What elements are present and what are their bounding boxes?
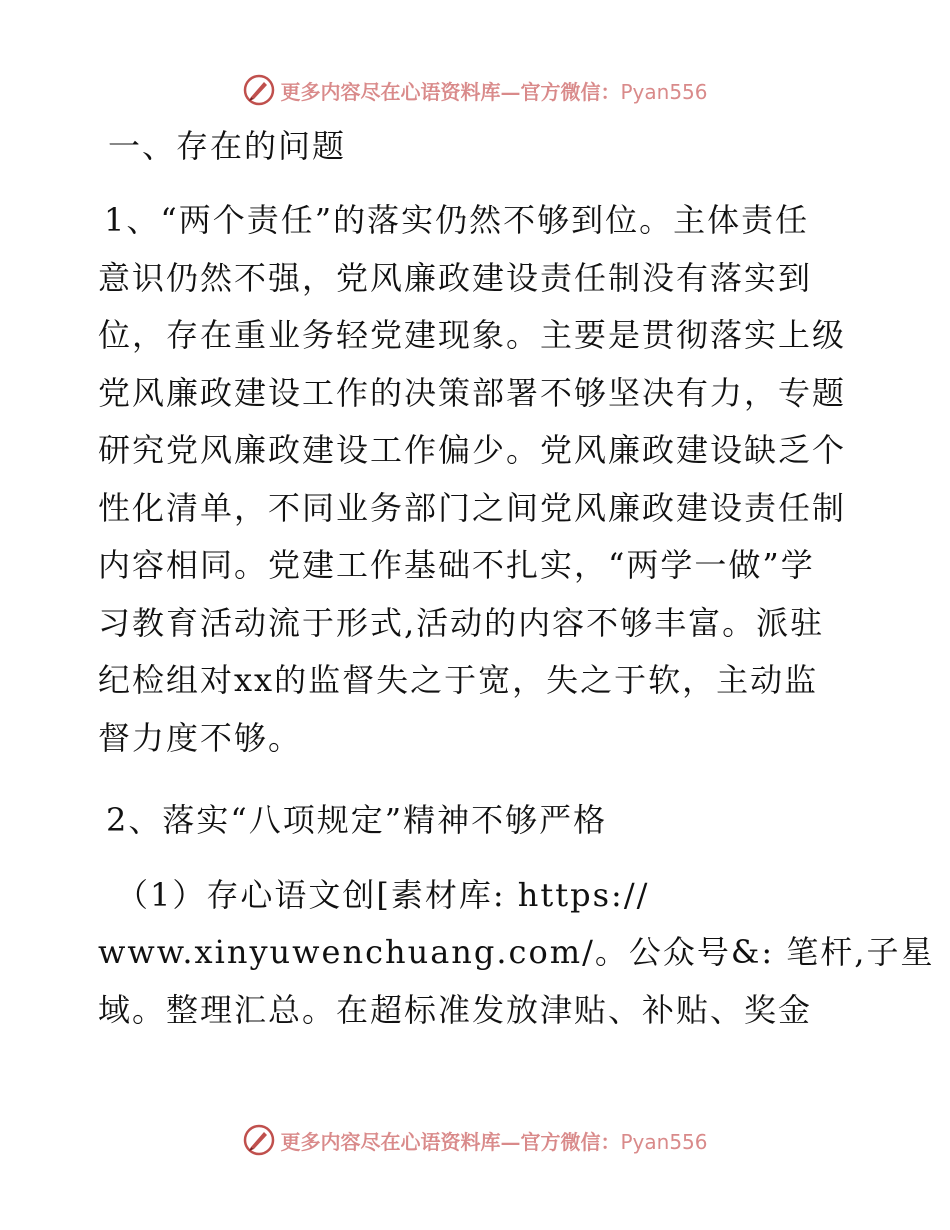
paragraph-line: 性化清单，不同业务部门之间党风廉政建设责任制 bbox=[98, 489, 847, 527]
footer-watermark bbox=[0, 1120, 950, 1160]
paragraph-line: 1、“两个责任”的落实仍然不够到位。主体责任 bbox=[104, 201, 810, 239]
paragraph-line: 域。整理汇总。在超标准发放津贴、补贴、奖金 bbox=[98, 991, 813, 1029]
paragraph-line: （1）存心语文创[素材库: https:// bbox=[116, 876, 650, 914]
paragraph-line: 研究党风廉政建设工作偏少。党风廉政建设缺乏个 bbox=[98, 431, 847, 469]
section-heading: 一、存在的问题 bbox=[108, 127, 347, 165]
paragraph-line: 纪检组对xx的监督失之于宽，失之于软，主动监 bbox=[98, 661, 819, 699]
subsection-heading: 2、落实“八项规定”精神不够严格 bbox=[106, 801, 608, 839]
paragraph-line: 位，存在重业务轻党建现象。主要是贯彻落实上级 bbox=[98, 316, 847, 354]
paragraph-line: 意识仍然不强，党风廉政建设责任制没有落实到 bbox=[98, 259, 813, 297]
paragraph-line: www.xinyuwenchuang.com/。公众号&: 笔杆,子星 bbox=[98, 933, 935, 971]
paragraph-line: 党风廉政建设工作的决策部署不够坚决有力，专题 bbox=[98, 374, 847, 412]
paragraph-line: 内容相同。党建工作基础不扎实，“两学一做”学 bbox=[98, 546, 815, 584]
paragraph-line: 督力度不够。 bbox=[98, 719, 303, 757]
watermark-text: 更多内容尽在心语资料库—官方微信：Pyan556 bbox=[280, 79, 708, 104]
watermark-text: 更多内容尽在心语资料库—官方微信：Pyan556 bbox=[280, 1129, 708, 1154]
quill-logo-icon bbox=[242, 1123, 276, 1157]
paragraph-line: 习教育活动流于形式,活动的内容不够丰富。派驻 bbox=[98, 604, 825, 642]
